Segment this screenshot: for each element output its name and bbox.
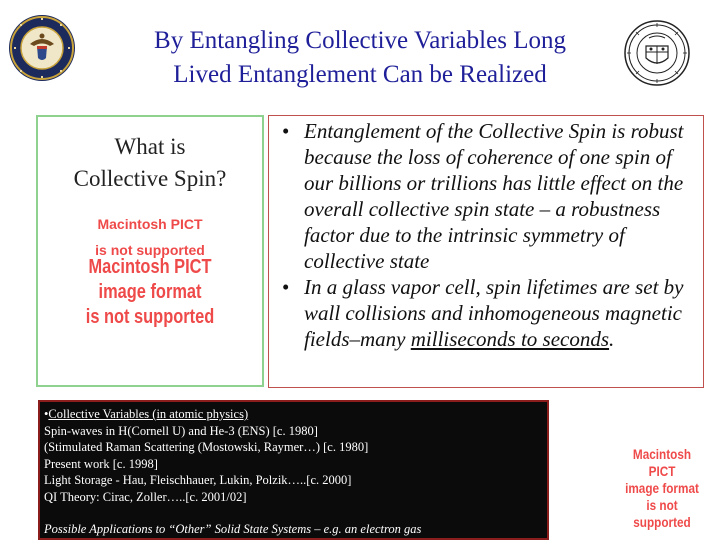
- bullet-item: [280, 118, 700, 274]
- bullet-text: Entanglement of the Collective Spin is robust because the loss of coherence of one spin of our billions or trillions has little effect on the overall collective spin state – a robustness factor due to the intrinsic symmetry of collective state: [304, 119, 684, 273]
- bullet-list: [280, 118, 700, 352]
- question-line-2: Collective Spin?: [73, 166, 227, 191]
- applications-footer: Possible Applications to “Other” Solid State Systems – e.g. an electron gas: [44, 522, 422, 536]
- placeholder-line-1: Macintosh PICT: [97, 216, 203, 232]
- history-line: QI Theory: Cirac, Zoller…..[c. 2001/02]: [44, 489, 247, 504]
- placeholder-line-2: image format: [625, 480, 699, 496]
- placeholder-line-1: Macintosh PICT: [88, 256, 212, 278]
- spacer: [44, 505, 543, 521]
- university-seal-icon: [624, 20, 690, 86]
- history-line: Present work [c. 1998]: [44, 456, 158, 471]
- collective-variables-box: [38, 400, 549, 540]
- bullet-item: [280, 274, 700, 352]
- unsupported-image-placeholder-cropped: [36, 212, 264, 247]
- bullet-text: In a glass vapor cell, spin lifetimes are set by wall collisions and inhomogeneous magnetic fields–many: [304, 275, 684, 351]
- slide-title: [110, 24, 610, 92]
- slide-title-line-1: By Entangling Collective Variables Long: [154, 27, 566, 54]
- unsupported-image-placeholder: [84, 255, 215, 330]
- department-of-defense-seal-icon: [8, 14, 76, 82]
- bullet-underlined-text: milliseconds to seconds: [410, 327, 610, 351]
- bullet-dot-icon: •: [282, 275, 290, 299]
- bullet-end-punctuation: .: [609, 327, 615, 351]
- slide-title-line-2: Lived Entanglement Can be Realized: [173, 61, 547, 88]
- collective-variables-heading: •Collective Variables (in atomic physics): [44, 407, 249, 421]
- collective-spin-question: [38, 131, 262, 195]
- placeholder-line-3: is not supported: [633, 497, 691, 530]
- placeholder-line-1: Macintosh PICT: [632, 446, 692, 479]
- bullet-dot-icon: •: [282, 119, 290, 143]
- placeholder-line-3: is not supported: [85, 306, 215, 328]
- heading-text: Collective Variables (in atomic physics): [48, 407, 249, 421]
- history-line: (Stimulated Raman Scattering (Mostowski, Raymer…) [c. 1980]: [44, 440, 369, 454]
- placeholder-line-3-cropped: [36, 238, 264, 247]
- history-line: Light Storage - Hau, Fleischhauer, Lukin, Polzik…..[c. 2000]: [44, 473, 352, 487]
- unsupported-image-placeholder-small: [620, 446, 704, 531]
- placeholder-line-2: image format: [98, 281, 202, 303]
- question-line-1: What is: [114, 134, 186, 159]
- history-line: Spin-waves in H(Cornell U) and He-3 (ENS) [c. 1980]: [44, 423, 318, 438]
